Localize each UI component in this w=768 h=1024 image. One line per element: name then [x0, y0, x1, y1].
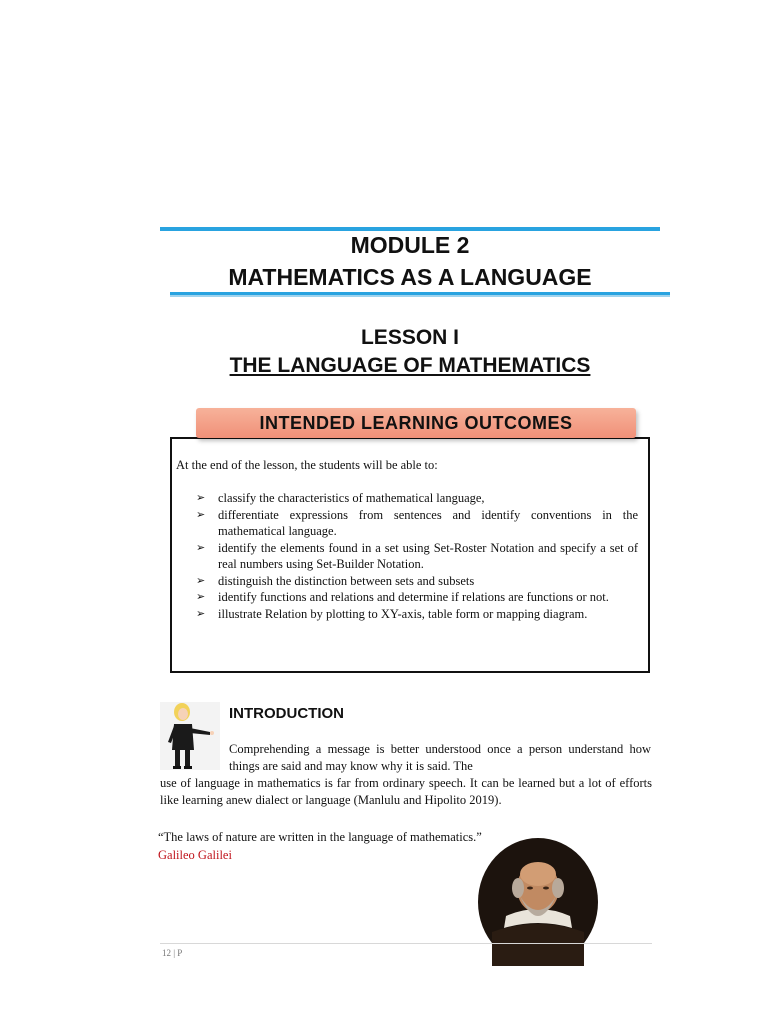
- teacher-figure-icon: [160, 702, 220, 770]
- module-title: MATHEMATICS AS A LANGUAGE: [228, 264, 592, 290]
- module-number: MODULE 2: [350, 232, 470, 258]
- arrow-bullet-icon: ➢: [196, 574, 206, 587]
- list-item: ➢ identify functions and relations and determine if relations are functions or not.: [196, 590, 609, 604]
- list-item: ➢ identify the elements found in a set using Set-Roster Notation and specify a set of real numbers using Set-Builder Notation.: [196, 540, 638, 571]
- quote-author: Galileo Galilei: [158, 848, 232, 862]
- page-number: 12 | P: [162, 948, 183, 958]
- galileo-portrait-image: [472, 836, 604, 972]
- arrow-bullet-icon: ➢: [196, 541, 206, 554]
- arrow-bullet-icon: ➢: [196, 508, 206, 521]
- quote-text: “The laws of nature are written in the language of mathematics.”: [158, 830, 482, 844]
- list-item: ➢ distinguish the distinction between sets and subsets: [196, 573, 475, 588]
- footer-divider: [160, 943, 652, 944]
- lesson-title: THE LANGUAGE OF MATHEMATICS: [229, 354, 591, 377]
- list-item: ➢ illustrate Relation by plotting to XY-axis, table form or mapping diagram.: [196, 606, 588, 621]
- introduction-paragraph-indented: Comprehending a message is better understood once a person understand how things are said and may know why it is said. The: [229, 742, 651, 773]
- list-item: ➢ classify the characteristics of mathematical language,: [196, 491, 485, 505]
- outcomes-list: [196, 490, 638, 622]
- list-item: ➢ differentiate expressions from sentences and identify conventions in the mathematical language.: [196, 507, 638, 538]
- bottom-blue-rule: [170, 292, 670, 295]
- introduction-heading: INTRODUCTION: [229, 705, 344, 722]
- top-blue-rule: [160, 227, 660, 231]
- lesson-number: LESSON I: [360, 326, 460, 349]
- arrow-bullet-icon: ➢: [196, 607, 206, 620]
- arrow-bullet-icon: ➢: [196, 591, 206, 603]
- ilo-banner: INTENDED LEARNING OUTCOMES: [196, 408, 636, 438]
- ilo-intro-text: At the end of the lesson, the students will be able to:: [176, 458, 438, 472]
- introduction-paragraph: use of language in mathematics is far from ordinary speech. It can be learned but a lot of efforts like learning anew dialect or language (Manlulu and Hipolito 2019).: [160, 776, 652, 807]
- arrow-bullet-icon: ➢: [196, 492, 206, 504]
